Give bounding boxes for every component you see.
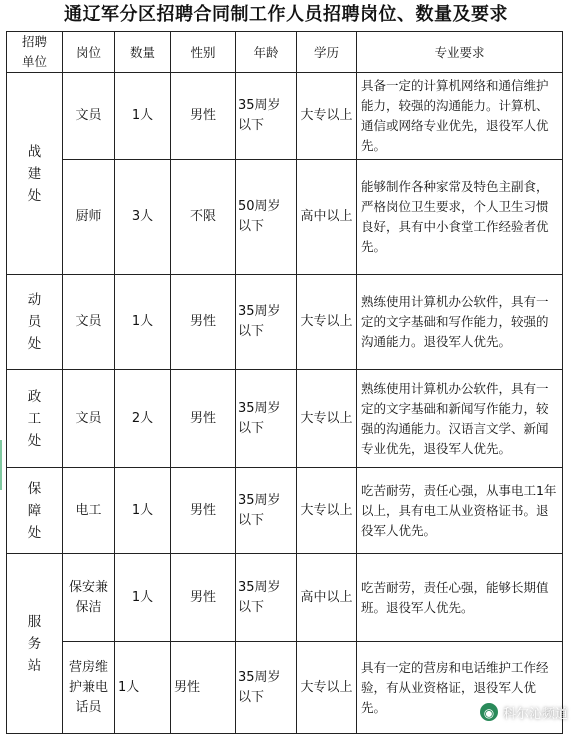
unit-cell: 政工处: [7, 370, 63, 468]
position-cell: 营房维护兼电话员: [63, 642, 115, 734]
unit-cell: 战建处: [7, 73, 63, 275]
education-cell: 大专以上: [297, 73, 357, 160]
table-row: [7, 370, 563, 468]
age-cell: 35周岁以下: [236, 370, 297, 468]
education-cell: 大专以上: [297, 370, 357, 468]
position-cell: 文员: [63, 370, 115, 468]
unit-cell: 保障处: [7, 468, 63, 554]
page-title: 通辽军分区招聘合同制工作人员招聘岗位、数量及要求: [64, 4, 508, 25]
position-cell: 保安兼保洁: [63, 554, 115, 642]
education-cell: 高中以上: [297, 160, 357, 275]
table-row: [7, 468, 563, 554]
count-cell: 1人: [115, 554, 171, 642]
count-cell: 1人: [115, 642, 171, 734]
requirement-cell: 具备一定的计算机网络和通信维护能力，较强的沟通能力。计算机、通信或网络专业优先，退役军人优先。: [357, 73, 563, 160]
age-cell: 35周岁以下: [236, 554, 297, 642]
unit-cell: 动员处: [7, 275, 63, 370]
gender-cell: 男性: [171, 642, 236, 734]
table-row: [7, 554, 563, 642]
header-unit: 招聘单位: [7, 32, 63, 73]
position-cell: 文员: [63, 275, 115, 370]
requirement-cell: 能够制作各种家常及特色主副食，严格岗位卫生要求，个人卫生习惯良好，具有中小食堂工作经验者优先。: [357, 160, 563, 275]
header-education: 学历: [297, 32, 357, 73]
table-row: [7, 73, 563, 160]
requirement-cell: 吃苦耐劳，责任心强，从事电工1年以上，具有电工从业资格证书。退役军人优先。: [357, 468, 563, 554]
age-cell: 35周岁以下: [236, 275, 297, 370]
position-cell: 电工: [63, 468, 115, 554]
gender-cell: 不限: [171, 160, 236, 275]
position-cell: 文员: [63, 73, 115, 160]
requirement-cell: 熟练使用计算机办公软件，具有一定的文字基础和写作能力，较强的沟通能力。退役军人优先。: [357, 275, 563, 370]
gender-cell: 男性: [171, 275, 236, 370]
requirement-cell: 吃苦耐劳，责任心强，能够长期值班。退役军人优先。: [357, 554, 563, 642]
age-cell: 35周岁以下: [236, 468, 297, 554]
gender-cell: 男性: [171, 370, 236, 468]
recruitment-table: [6, 31, 563, 734]
age-cell: 35周岁以下: [236, 73, 297, 160]
education-cell: 高中以上: [297, 554, 357, 642]
header-count: 数量: [115, 32, 171, 73]
gender-cell: 男性: [171, 73, 236, 160]
position-cell: 厨师: [63, 160, 115, 275]
count-cell: 2人: [115, 370, 171, 468]
age-cell: 35周岁以下: [236, 642, 297, 734]
header-gender: 性别: [171, 32, 236, 73]
table-row: [7, 275, 563, 370]
count-cell: 1人: [115, 468, 171, 554]
count-cell: 1人: [115, 73, 171, 160]
unit-cell: 服务站: [7, 554, 63, 734]
gender-cell: 男性: [171, 468, 236, 554]
header-age: 年龄: [236, 32, 297, 73]
left-edge-marker: [0, 440, 2, 490]
education-cell: 大专以上: [297, 642, 357, 734]
requirement-cell: 具有一定的营房和电话维护工作经验，有从业资格证，退役军人优先。: [357, 642, 563, 734]
watermark-text: 科尔沁频道: [502, 706, 568, 722]
header-requirement: 专业要求: [357, 32, 563, 73]
requirement-cell: 熟练使用计算机办公软件，具有一定的文字基础和新闻写作能力，较强的沟通能力。汉语言文学、新闻专业优先，退役军人优先。: [357, 370, 563, 468]
table-header-row: [7, 32, 563, 73]
education-cell: 大专以上: [297, 468, 357, 554]
education-cell: 大专以上: [297, 275, 357, 370]
count-cell: 1人: [115, 275, 171, 370]
table-row: [7, 160, 563, 275]
header-position: 岗位: [63, 32, 115, 73]
channel-watermark: [479, 700, 568, 724]
age-cell: 50周岁以下: [236, 160, 297, 275]
wechat-channel-icon: ◉: [479, 702, 499, 722]
count-cell: 3人: [115, 160, 171, 275]
gender-cell: 男性: [171, 554, 236, 642]
